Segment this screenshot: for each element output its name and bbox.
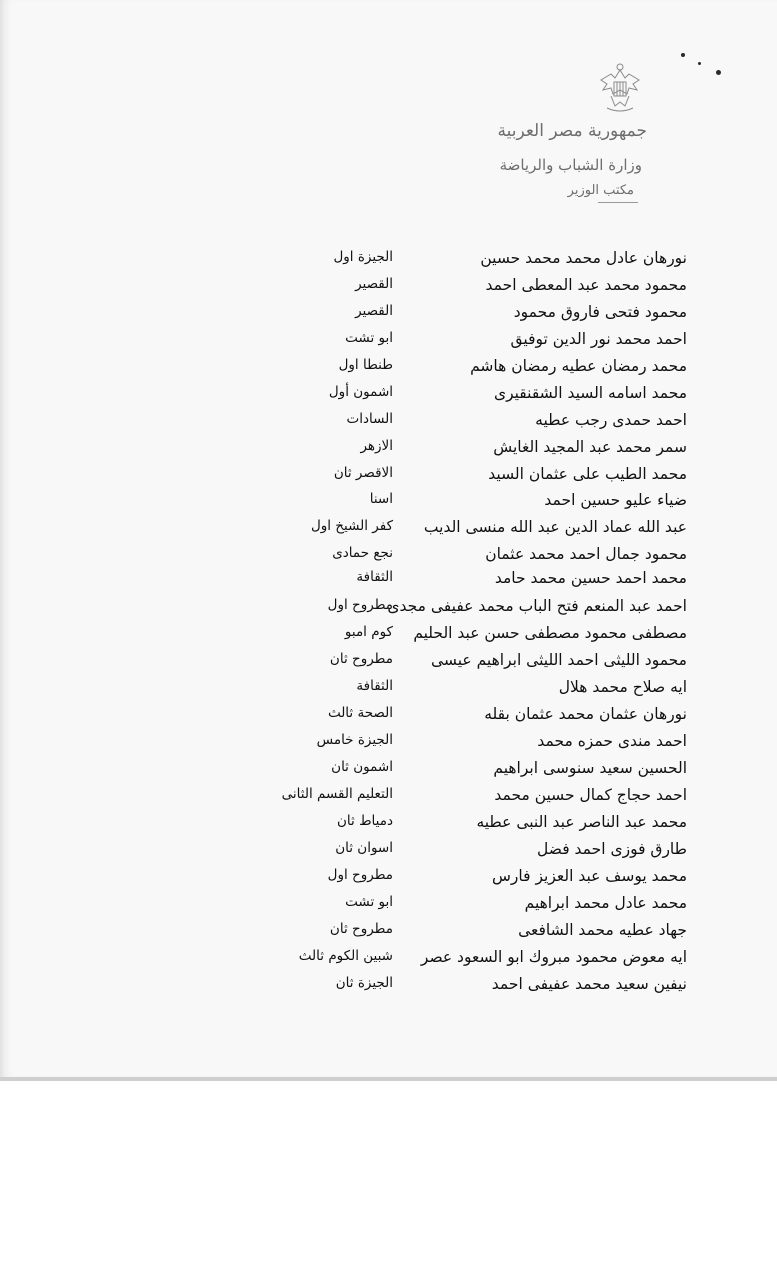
list-item bbox=[0, 518, 777, 544]
list-item bbox=[0, 651, 777, 677]
letterhead-ministry: وزارة الشباب والرياضة bbox=[499, 156, 642, 174]
person-location: القصير bbox=[355, 303, 393, 319]
person-location: ابو تشت bbox=[345, 330, 393, 346]
list-item bbox=[0, 465, 777, 491]
letterhead-republic: جمهورية مصر العربية bbox=[497, 121, 647, 141]
letterhead-office: مكتب الوزير bbox=[567, 183, 634, 198]
person-name: جهاد عطيه محمد الشافعى bbox=[518, 921, 687, 939]
person-name: محمود الليثى احمد الليثى ابراهيم عيسى bbox=[431, 651, 687, 669]
person-location: ابو تشت bbox=[345, 894, 393, 910]
list-item bbox=[0, 705, 777, 731]
person-location: مطروح ثان bbox=[329, 921, 393, 937]
person-location: الجيزة خامس bbox=[316, 732, 393, 748]
person-name: ايه صلاح محمد هلال bbox=[558, 678, 687, 696]
person-name: احمد حمدى رجب عطيه bbox=[535, 411, 687, 429]
list-item bbox=[0, 624, 777, 650]
letterhead-underline bbox=[598, 202, 638, 203]
eagle-emblem-icon bbox=[597, 60, 643, 116]
person-name: عبد الله عماد الدين عبد الله منسى الديب bbox=[423, 518, 687, 536]
ink-speck bbox=[716, 70, 721, 75]
person-name: محمد عبد الناصر عبد النبى عطيه bbox=[476, 813, 687, 831]
list-item bbox=[0, 759, 777, 785]
person-location: نجع حمادى bbox=[332, 545, 393, 561]
person-name: ايه معوض محمود مبروك ابو السعود عصر bbox=[420, 948, 687, 966]
person-location: مطروح ثان bbox=[329, 651, 393, 667]
person-location: الصحة ثالث bbox=[327, 705, 393, 721]
list-item bbox=[0, 384, 777, 410]
list-item bbox=[0, 545, 777, 571]
person-location: شبين الكوم ثالث bbox=[298, 948, 393, 964]
person-location: الجيزة ثان bbox=[335, 975, 393, 991]
list-item bbox=[0, 867, 777, 893]
list-item bbox=[0, 491, 777, 517]
person-location: التعليم القسم الثانى bbox=[281, 786, 393, 802]
list-item bbox=[0, 840, 777, 866]
list-item bbox=[0, 569, 777, 595]
list-item bbox=[0, 357, 777, 383]
person-name: الحسين سعيد سنوسى ابراهيم bbox=[493, 759, 687, 777]
list-item bbox=[0, 732, 777, 758]
list-item bbox=[0, 894, 777, 920]
person-name: محمد يوسف عبد العزيز فارس bbox=[492, 867, 687, 885]
person-location: كفر الشيخ اول bbox=[310, 518, 393, 534]
person-name: محمود جمال احمد محمد عثمان bbox=[485, 545, 687, 563]
person-location: اسوان ثان bbox=[335, 840, 393, 856]
person-name: نيفين سعيد محمد عفيفى احمد bbox=[491, 975, 687, 993]
list-item bbox=[0, 813, 777, 839]
list-item bbox=[0, 597, 777, 623]
person-name: محمود محمد عبد المعطى احمد bbox=[485, 276, 687, 294]
person-name: نورهان عادل محمد محمد حسين bbox=[480, 249, 687, 267]
person-location: اشمون أول bbox=[328, 384, 393, 400]
person-location: الازهر bbox=[360, 438, 393, 454]
person-location: كوم امبو bbox=[344, 624, 393, 640]
person-location: الثقافة bbox=[356, 569, 393, 585]
person-location: اسنا bbox=[369, 491, 393, 507]
list-item bbox=[0, 303, 777, 329]
person-name: احمد محمد نور الدين توفيق bbox=[510, 330, 687, 348]
ink-speck bbox=[698, 62, 701, 65]
list-item bbox=[0, 678, 777, 704]
person-location: طنطا اول bbox=[338, 357, 393, 373]
list-item bbox=[0, 948, 777, 974]
list-item bbox=[0, 411, 777, 437]
list-item bbox=[0, 249, 777, 275]
person-name: احمد حجاج كمال حسين محمد bbox=[494, 786, 687, 804]
person-location: القصير bbox=[355, 276, 393, 292]
list-item bbox=[0, 276, 777, 302]
person-name: محمد الطيب على عثمان السيد bbox=[488, 465, 687, 483]
person-name: محمد رمضان عطيه رمضان هاشم bbox=[470, 357, 687, 375]
person-location: دمياط ثان bbox=[337, 813, 393, 829]
person-name: سمر محمد عبد المجيد الغايش bbox=[493, 438, 687, 456]
person-name: محمد اسامه السيد الشقنقيرى bbox=[493, 384, 687, 402]
person-location: مطروح اول bbox=[327, 597, 393, 613]
list-item bbox=[0, 438, 777, 464]
person-location: الجيزة اول bbox=[333, 249, 393, 265]
list-item bbox=[0, 330, 777, 356]
person-name: طارق فوزى احمد فضل bbox=[537, 840, 687, 858]
list-item bbox=[0, 921, 777, 947]
person-name: احمد مندى حمزه محمد bbox=[537, 732, 687, 750]
person-name: نورهان عثمان محمد عثمان بقله bbox=[484, 705, 687, 723]
person-location: مطروح اول bbox=[327, 867, 393, 883]
person-name: ضياء عليو حسين احمد bbox=[544, 491, 687, 509]
person-name: مصطفى محمود مصطفى حسن عبد الحليم bbox=[413, 624, 687, 642]
list-item bbox=[0, 786, 777, 812]
person-name: احمد عبد المنعم فتح الباب محمد عفيفى مجدى bbox=[387, 597, 687, 615]
ink-speck bbox=[681, 53, 685, 57]
person-location: اشمون ثان bbox=[331, 759, 393, 775]
person-location: السادات bbox=[346, 411, 393, 427]
person-location: الثقافة bbox=[356, 678, 393, 694]
person-name: محمد عادل محمد ابراهيم bbox=[524, 894, 687, 912]
person-location: الاقصر ثان bbox=[333, 465, 393, 481]
person-name: محمد احمد حسين محمد حامد bbox=[494, 569, 687, 587]
person-name: محمود فتحى فاروق محمود bbox=[513, 303, 687, 321]
list-item bbox=[0, 975, 777, 1001]
